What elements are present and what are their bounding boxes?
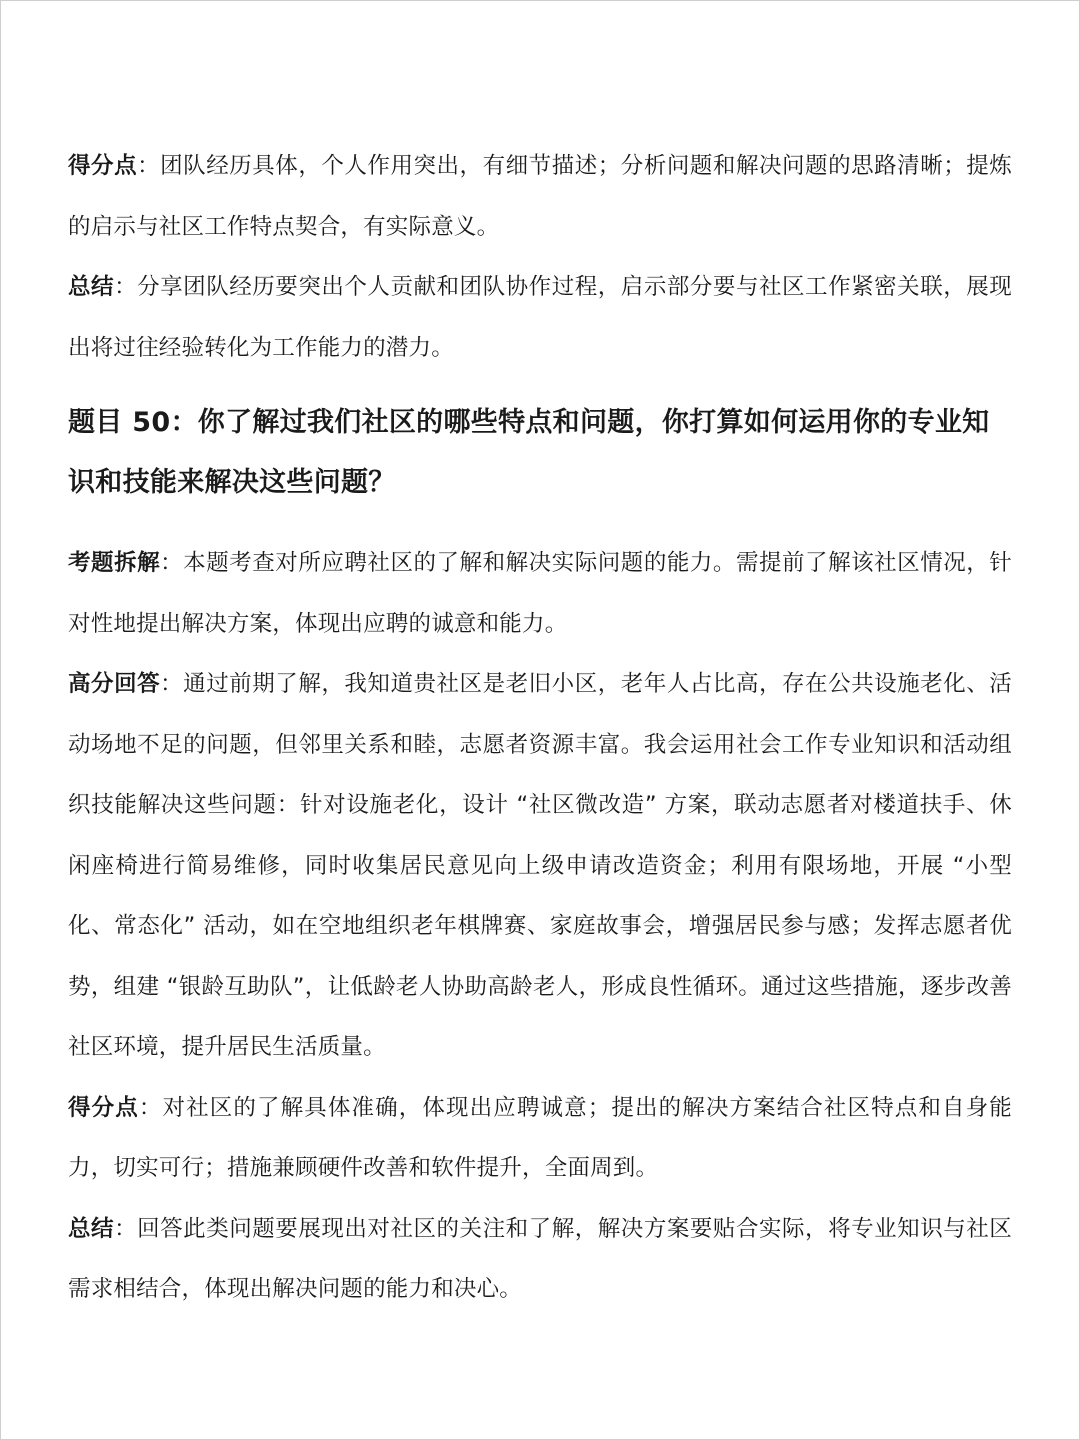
high-score-label: 高分回答 <box>68 671 161 697</box>
top-summary-text: ：分享团队经历要突出个人贡献和团队协作过程，启示部分要与社区工作紧密关联，展现出将过往经验转化为工作能力的潜力。 <box>68 274 1012 361</box>
analysis-label: 考题拆解 <box>68 550 161 576</box>
summary-label: 总结 <box>68 1215 115 1242</box>
document-content <box>68 136 1012 1320</box>
high-score-text: ：通过前期了解，我知道贵社区是老旧小区，老年人占比高，存在公共设施老化、活动场地不足的问题，但邻里关系和睦，志愿者资源丰富。我会运用社会工作专业知识和活动组织技能解决这些问题：针对设施老化，设计 “社区微改造” 方案，联动志愿者对楼道扶手、休闲座椅进行简易维修，同时收集居民意见向上级申请改造资金；利用有限场地，开展 “小型化、常态化” 活动，如在空地组织老年棋牌赛、家庭故事会，增强居民参与感；发挥志愿者优势，组建 “银龄互助队”，让低龄老人协助高龄老人，形成良性循环。通过这些措施，逐步改善社区环境，提升居民生活质量。 <box>68 671 1012 1060</box>
top-summary-label: 总结 <box>68 274 115 300</box>
summary-text: ：回答此类问题要展现出对社区的关注和了解，解决方案要贴合实际，将专业知识与社区需求相结合，体现出解决问题的能力和决心。 <box>68 1215 1012 1302</box>
high-score-paragraph <box>68 654 1012 1078</box>
analysis-paragraph <box>68 533 1012 654</box>
summary-paragraph <box>68 1199 1012 1320</box>
top-score-points-text: ：团队经历具体，个人作用突出，有细节描述；分析问题和解决问题的思路清晰；提炼的启示与社区工作特点契合，有实际意义。 <box>68 153 1012 240</box>
question-title: 题目 50：你了解过我们社区的哪些特点和问题，你打算如何运用你的专业知识和技能来解决这些问题？ <box>68 407 990 498</box>
analysis-text: ：本题考查对所应聘社区的了解和解决实际问题的能力。需提前了解该社区情况，针对性地提出解决方案，体现出应聘的诚意和能力。 <box>68 550 1012 637</box>
top-summary-paragraph <box>68 257 1012 378</box>
score-points-text: ：对社区的了解具体准确，体现出应聘诚意；提出的解决方案结合社区特点和自身能力，切实可行；措施兼顾硬件改善和软件提升，全面周到。 <box>68 1094 1012 1181</box>
score-points-paragraph <box>68 1078 1012 1199</box>
top-score-points-paragraph <box>68 136 1012 257</box>
top-score-points-label: 得分点 <box>68 153 138 179</box>
score-points-label: 得分点 <box>68 1094 139 1121</box>
